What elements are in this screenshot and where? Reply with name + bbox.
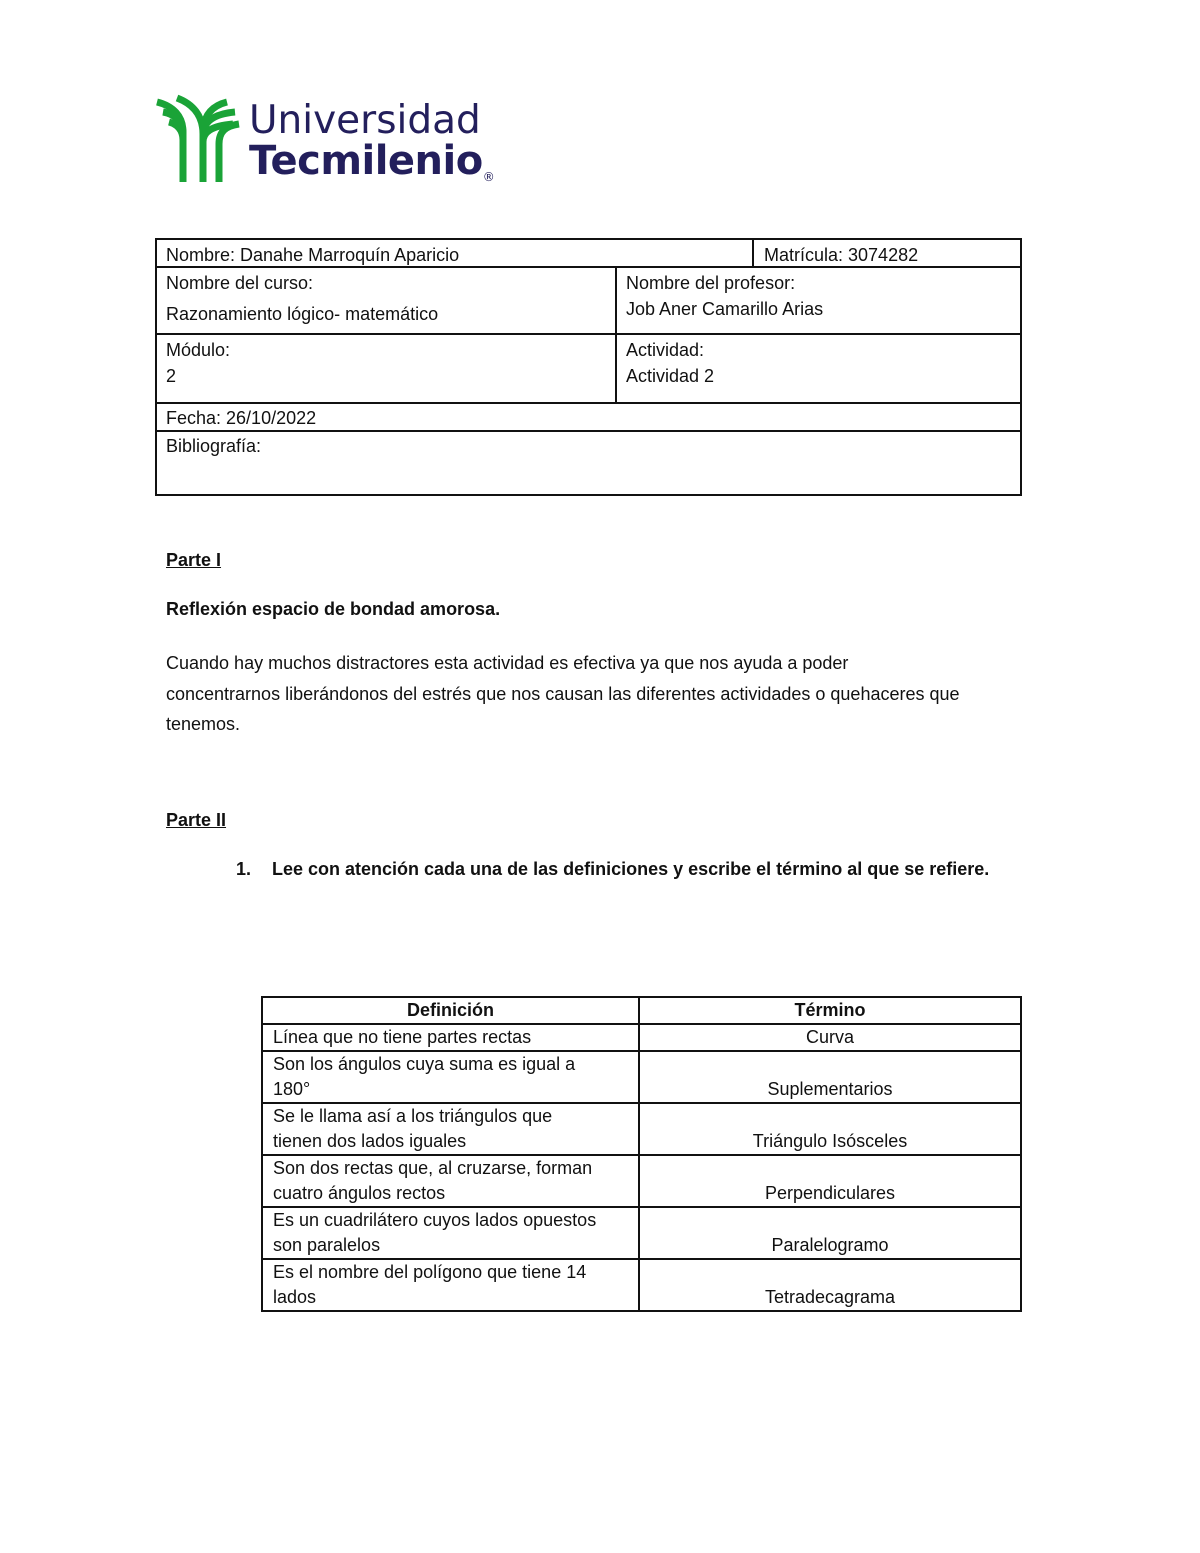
- definition-line: Es un cuadrilátero cuyos lados opuestos: [273, 1210, 597, 1230]
- definition-cell: [262, 1207, 639, 1259]
- student-info-table: [155, 238, 1022, 496]
- definition-line: Es el nombre del polígono que tiene 14: [273, 1262, 587, 1282]
- table-header-row: [262, 997, 1021, 1024]
- course-value: Razonamiento lógico- matemático: [166, 304, 439, 324]
- table-row: [262, 1207, 1021, 1259]
- bibliography-label: Bibliografía:: [166, 436, 262, 456]
- definition-line: tienen dos lados iguales: [273, 1131, 467, 1151]
- paragraph-line: tenemos.: [166, 714, 241, 734]
- paragraph-line: Cuando hay muchos distractores esta actividad es efectiva ya que nos ayuda a poder: [166, 653, 849, 673]
- table-row: [262, 1024, 1021, 1051]
- term-cell: Tetradecagrama: [639, 1259, 1021, 1311]
- tecmilenio-leaf-icon: [155, 94, 241, 184]
- definition-cell: [262, 1259, 639, 1311]
- part-one-title: Parte I: [166, 550, 222, 570]
- logo-line-universidad: Universidad: [249, 98, 481, 143]
- definition-line: cuatro ángulos rectos: [273, 1183, 446, 1203]
- student-name: Nombre: Danahe Marroquín Aparicio: [166, 245, 460, 265]
- module-label: Módulo:: [166, 340, 231, 360]
- professor-value: Job Aner Camarillo Arias: [626, 299, 824, 319]
- definition-line: lados: [273, 1287, 317, 1307]
- instruction-text: Lee con atención cada una de las definiciones y escribe el término al que se refiere.: [272, 859, 990, 879]
- header-term: Término: [639, 997, 1021, 1024]
- definition-line: Línea que no tiene partes rectas: [273, 1027, 532, 1047]
- activity-label: Actividad:: [626, 340, 705, 360]
- header-definition: Definición: [262, 997, 639, 1024]
- table-row: [262, 1259, 1021, 1311]
- part-one-subtitle: Reflexión espacio de bondad amorosa.: [166, 599, 501, 619]
- table-row: [262, 1103, 1021, 1155]
- module-value: 2: [166, 366, 177, 386]
- term-cell: Perpendiculares: [639, 1155, 1021, 1207]
- definition-line: Son dos rectas que, al cruzarse, forman: [273, 1158, 593, 1178]
- term-cell: Triángulo Isósceles: [639, 1103, 1021, 1155]
- instruction-number: 1.: [236, 859, 252, 879]
- definition-cell: [262, 1051, 639, 1103]
- table-row: [262, 1051, 1021, 1103]
- definition-cell: [262, 1103, 639, 1155]
- activity-value: Actividad 2: [626, 366, 715, 386]
- definition-cell: [262, 1024, 639, 1051]
- course-label: Nombre del curso:: [166, 273, 314, 293]
- logo-line-tecmilenio: Tecmilenio®: [249, 138, 495, 184]
- reflection-paragraph: [166, 648, 1046, 740]
- paragraph-line: concentrarnos liberándonos del estrés que nos causan las diferentes actividades o quehaceres que: [166, 683, 960, 704]
- table-row: [262, 1155, 1021, 1207]
- term-cell: Curva: [639, 1024, 1021, 1051]
- definition-line: Son los ángulos cuya suma es igual a: [273, 1054, 576, 1074]
- definition-line: Se le llama así a los triángulos que: [273, 1106, 553, 1126]
- definitions-table: [261, 996, 1022, 1312]
- professor-label: Nombre del profesor:: [626, 273, 796, 293]
- university-logo: [155, 94, 495, 186]
- definition-line: 180°: [273, 1079, 311, 1099]
- date-field: Fecha: 26/10/2022: [166, 408, 317, 428]
- part-two-title: Parte II: [166, 810, 227, 830]
- student-id: Matrícula: 3074282: [764, 245, 919, 265]
- term-cell: Paralelogramo: [639, 1207, 1021, 1259]
- registered-mark: ®: [482, 170, 495, 184]
- definition-cell: [262, 1155, 639, 1207]
- definition-line: son paralelos: [273, 1235, 381, 1255]
- term-cell: Suplementarios: [639, 1051, 1021, 1103]
